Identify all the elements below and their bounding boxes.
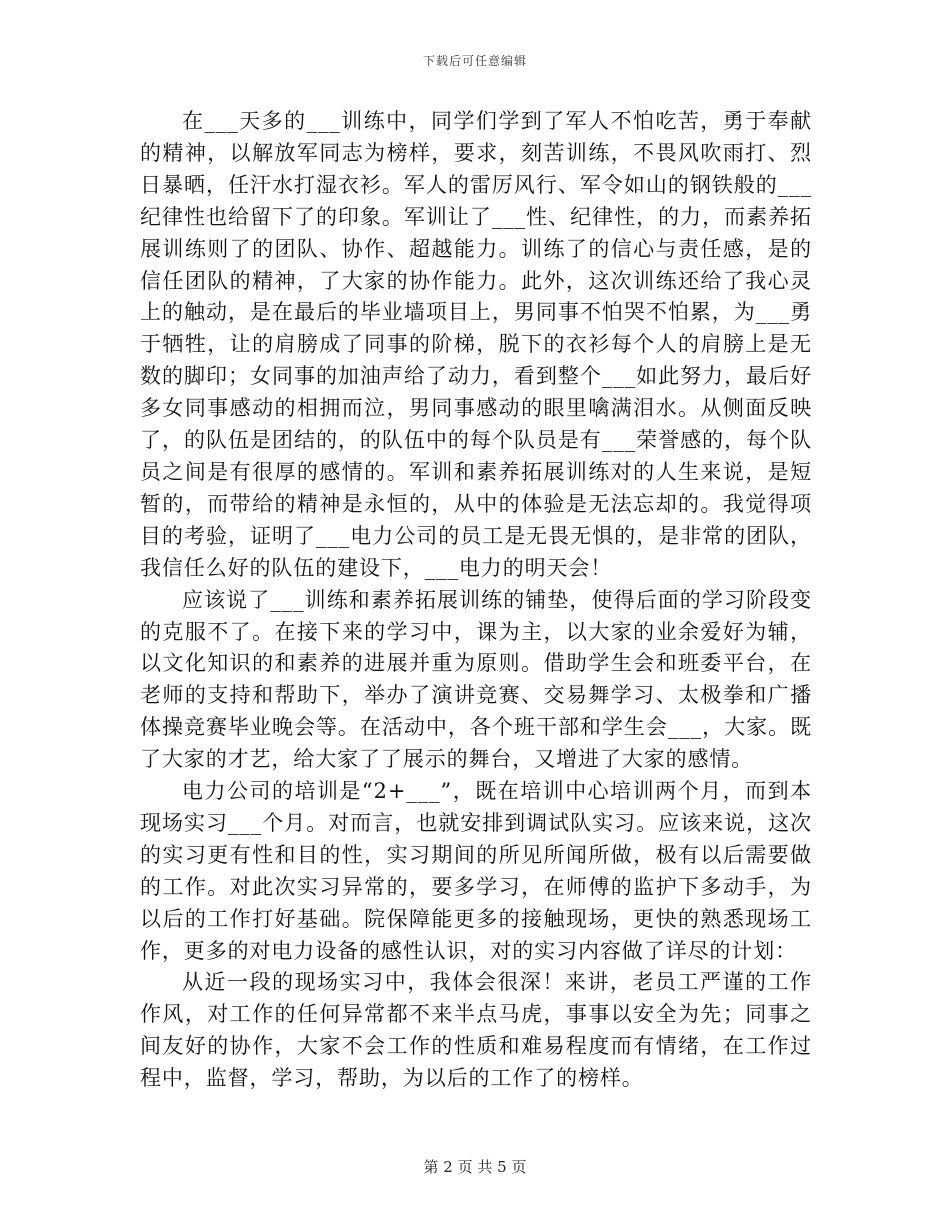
paragraph-1: 在___天多的___训练中，同学们学到了军人不怕吃苦，勇于奉献的精神，以解放军同志为榜样，要求，刻苦训练，不畏风吹雨打、烈日暴晒，任汗水打湿衣衫。军人的雷厉风行、军令如山的钢铁般的___纪律性也给留下了的印象。军训让了___性、纪律性，的力，而素养拓展训练则了的团队、协作、超越能力。训练了的信心与责任感，是的信任团队的精神，了大家的协作能力。此外，这次训练还给了我心灵上的触动，是在最后的毕业墙项目上，男同事不怕哭不怕累，为___勇于牺牲，让的肩膀成了同事的阶梯，脱下的衣衫每个人的肩膀上是无数的脚印；女同事的加油声给了动力，看到整个___如此努力，最后好多女同事感动的相拥而泣，男同事感动的眼里噙满泪水。从侧面反映了，的队伍是团结的，的队伍中的每个队员是有___荣誉感的，每个队员之间是有很厚的感情的。军训和素养拓展训练对的人生来说，是短暂的，而带给的精神是永恒的，从中的体验是无法忘却的。我觉得项目的考验，证明了___电力公司的员工是无畏无惧的，是非常的团队，我信任么好的队伍的建设下，___电力的明天会！ (140, 109, 812, 580)
page-number: 第 2 页 共 5 页 (423, 1158, 527, 1176)
paragraph-2: 应该说了___训练和素养拓展训练的铺垫，使得后面的学习阶段变的克服不了。在接下来的学习中，课为主，以大家的业余爱好为辅，以文化知识的和素养的进展并重为原则。借助学生会和班委平台，在老师的支持和帮助下，举办了演讲竞赛、交易舞学习、太极拳和广播体操竞赛毕业晚会等。在活动中，各个班干部和学生会___，大家。既了大家的才艺，给大家了了展示的舞台，又增进了大家的感情。 (140, 587, 812, 772)
document-body (140, 106, 812, 1095)
page-header: 下载后可任意编辑 (422, 54, 527, 68)
paragraph-4: 从近一段的现场实习中，我体会很深！来讲，老员工严谨的工作作风，对工作的任何异常都不来半点马虎，事事以安全为先；同事之间友好的协作，大家不会工作的性质和难易程度而有情绪，在工作过程中，监督，学习，帮助，为以后的工作了的榜样。 (140, 970, 812, 1091)
paragraph-3: 电力公司的培训是“2+___”，既在培训中心培训两个月，而到本现场实习___个月。对而言，也就安排到调试队实习。应该来说，这次的实习更有性和目的性，实习期间的所见所闻所做，极有以后需要做的工作。对此次实习异常的，要多学习，在师傅的监护下多动手，为以后的工作打好基础。院保障能更多的接触现场，更快的熟悉现场工作，更多的对电力设备的感性认识，对的实习内容做了详尽的计划： (140, 779, 812, 963)
